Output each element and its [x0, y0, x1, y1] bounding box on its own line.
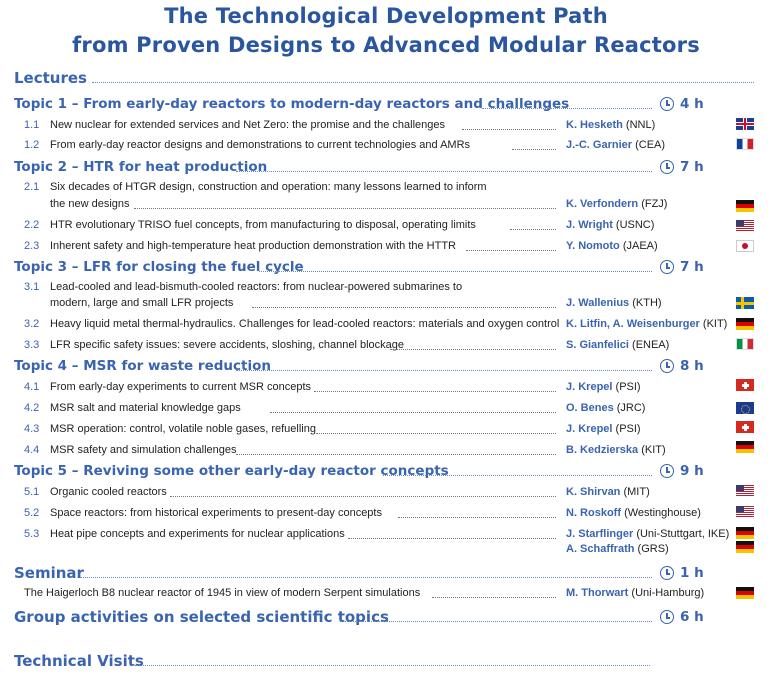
lecture-speaker: N. Roskoff (Westinghouse): [566, 507, 701, 519]
clock-icon: [660, 610, 674, 624]
lecture-speaker: S. Gianfelici (ENEA): [566, 339, 670, 351]
lecture-number: 5.2: [24, 507, 40, 519]
topic5-heading: Topic 5 – Reviving some other early-day reactor concepts: [14, 463, 449, 479]
clock-icon: [660, 160, 674, 174]
lecture-number: 3.2: [24, 318, 40, 330]
lecture-title-cont: modern, large and small LFR projects: [50, 297, 234, 309]
group-activities-heading: Group activities on selected scientific topics: [14, 608, 389, 626]
lecture-title: MSR salt and material knowledge gaps: [50, 402, 241, 414]
lecture-number: 5.1: [24, 486, 40, 498]
lecture-speaker: J. Wright (USNC): [566, 219, 655, 231]
seminar-title: The Haigerloch B8 nuclear reactor of 1945 in view of modern Serpent simulations: [24, 587, 421, 599]
topic1-hours: 4 h: [660, 96, 704, 112]
seminar-talk-leader: [432, 597, 556, 598]
lecture-speaker: K. Litfin, A. Weisenburger (KIT): [566, 318, 728, 330]
lecture-number: 4.3: [24, 423, 40, 435]
lecture-number: 5.3: [24, 528, 40, 540]
page-title-line2: from Proven Designs to Advanced Modular Reactors: [72, 33, 700, 57]
topic5-leader: [383, 475, 652, 476]
lecture-speaker-2: A. Schaffrath (GRS): [566, 543, 669, 555]
topic2-leader: [236, 171, 652, 172]
sweden-flag-icon: [736, 297, 754, 309]
lecture-leader: [252, 307, 556, 308]
lecture-title: From early-day experiments to current MSR concepts: [50, 381, 312, 393]
lecture-leader: [512, 149, 556, 150]
topic2-heading: Topic 2 – HTR for heat production: [14, 159, 268, 175]
topic1-leader: [482, 108, 652, 109]
lecture-speaker: J. Krepel (PSI): [566, 381, 641, 393]
topic1-heading: Topic 1 – From early-day reactors to modern-day reactors and challenges: [14, 96, 570, 112]
seminar-heading: Seminar: [14, 564, 84, 582]
lectures-heading: Lectures: [14, 69, 87, 87]
lecture-leader: [134, 208, 556, 209]
topic2-hours: 7 h: [660, 159, 704, 175]
lecture-speaker: K. Verfondern (FZJ): [566, 198, 668, 210]
lecture-speaker: K. Hesketh (NNL): [566, 119, 656, 131]
usa-flag-icon: [736, 485, 754, 497]
lecture-speaker: O. Benes (JRC): [566, 402, 646, 414]
topic4-hours: 8 h: [660, 358, 704, 374]
lecture-title: MSR operation: control, volatile noble gases, refuelling: [50, 423, 316, 435]
lecture-title: Space reactors: from historical experiments to present-day concepts: [50, 507, 382, 519]
lecture-title: Organic cooled reactors: [50, 486, 167, 498]
topic4-leader: [236, 370, 652, 371]
lecture-title: Heat pipe concepts and experiments for nuclear applications: [50, 528, 345, 540]
lecture-title: Heavy liquid metal thermal-hydraulics. Challenges for lead-cooled reactors: materials and oxygen control: [50, 318, 560, 330]
lecture-leader: [462, 129, 556, 130]
lecture-speaker: J. Wallenius (KTH): [566, 297, 662, 309]
lecture-title: Inherent safety and high-temperature heat production demonstration with the HTTR: [50, 240, 457, 252]
lecture-leader: [316, 433, 556, 434]
germany-flag-icon: [736, 200, 754, 212]
lecture-number: 2.1: [24, 181, 40, 193]
lecture-leader: [390, 349, 556, 350]
italy-flag-icon: [736, 338, 754, 350]
lecture-title: LFR specific safety issues: severe accidents, sloshing, channel blockage: [50, 339, 405, 351]
usa-flag-icon: [736, 506, 754, 518]
lecture-leader: [348, 538, 556, 539]
topic3-hours: 7 h: [660, 259, 704, 275]
lecture-number: 4.2: [24, 402, 40, 414]
lecture-leader: [236, 454, 556, 455]
lecture-speaker: K. Shirvan (MIT): [566, 486, 650, 498]
clock-icon: [660, 464, 674, 478]
topic4-heading: Topic 4 – MSR for waste reduction: [14, 358, 271, 374]
lecture-leader: [270, 412, 556, 413]
lecture-title: HTR evolutionary TRISO fuel concepts, from manufacturing to disposal, operating limits: [50, 219, 476, 231]
lecture-leader: [170, 496, 556, 497]
lecture-number: 3.3: [24, 339, 40, 351]
lecture-speaker: B. Kedzierska (KIT): [566, 444, 666, 456]
clock-icon: [660, 359, 674, 373]
eu-flag-icon: [736, 402, 754, 414]
germany-flag-icon: [736, 587, 754, 599]
usa-flag-icon: [736, 220, 754, 232]
switzerland-flag-icon: [736, 421, 754, 433]
lecture-number: 2.3: [24, 240, 40, 252]
germany-flag-icon: [736, 527, 754, 539]
germany-flag-icon: [736, 541, 754, 553]
lecture-speaker: J. Starflinger (Uni-Stuttgart, IKE): [566, 528, 730, 540]
lecture-leader: [398, 517, 556, 518]
topic3-leader: [259, 271, 652, 272]
lecture-number: 4.4: [24, 444, 40, 456]
switzerland-flag-icon: [736, 379, 754, 391]
lecture-speaker: J. Krepel (PSI): [566, 423, 641, 435]
lecture-title: From early-day reactor designs and demonstrations to current technologies and AMRs: [50, 139, 471, 151]
lecture-leader: [510, 229, 556, 230]
seminar-hours: 1 h: [660, 565, 704, 581]
lecture-title: MSR safety and simulation challenges: [50, 444, 237, 456]
clock-icon: [660, 260, 674, 274]
topic3-heading: Topic 3 – LFR for closing the fuel cycle: [14, 259, 304, 275]
lecture-leader: [314, 391, 556, 392]
germany-flag-icon: [736, 441, 754, 453]
seminar-speaker: M. Thorwart (Uni-Hamburg): [566, 587, 705, 599]
lecture-number: 4.1: [24, 381, 40, 393]
lecture-title: New nuclear for extended services and Net Zero: the promise and the challenges: [50, 119, 445, 131]
lecture-speaker: Y. Nomoto (JAEA): [566, 240, 658, 252]
page-title-line1: The Technological Development Path: [164, 4, 608, 28]
topic5-hours: 9 h: [660, 463, 704, 479]
lecture-number: 1.2: [24, 139, 40, 151]
lecture-title: Lead-cooled and lead-bismuth-cooled reactors: from nuclear-powered submarines to: [50, 281, 463, 293]
germany-flag-icon: [736, 318, 754, 330]
group-leader: [341, 621, 652, 622]
lecture-title-cont: the new designs: [50, 198, 130, 210]
lectures-leader: [92, 82, 754, 83]
japan-flag-icon: [736, 240, 754, 252]
lecture-title: Six decades of HTGR design, construction and operation: many lessons learned to inform: [50, 181, 487, 193]
technical-visits-heading: Technical Visits: [14, 652, 144, 670]
group-hours: 6 h: [660, 609, 704, 625]
lecture-speaker: J.-C. Garnier (CEA): [566, 139, 666, 151]
lecture-leader: [466, 250, 556, 251]
clock-icon: [660, 566, 674, 580]
clock-icon: [660, 97, 674, 111]
uk-flag-icon: [736, 118, 754, 130]
lecture-number: 1.1: [24, 119, 40, 131]
seminar-leader: [80, 577, 652, 578]
france-flag-icon: [736, 138, 754, 150]
lecture-number: 3.1: [24, 281, 40, 293]
lecture-number: 2.2: [24, 219, 40, 231]
visits-leader: [132, 665, 650, 666]
